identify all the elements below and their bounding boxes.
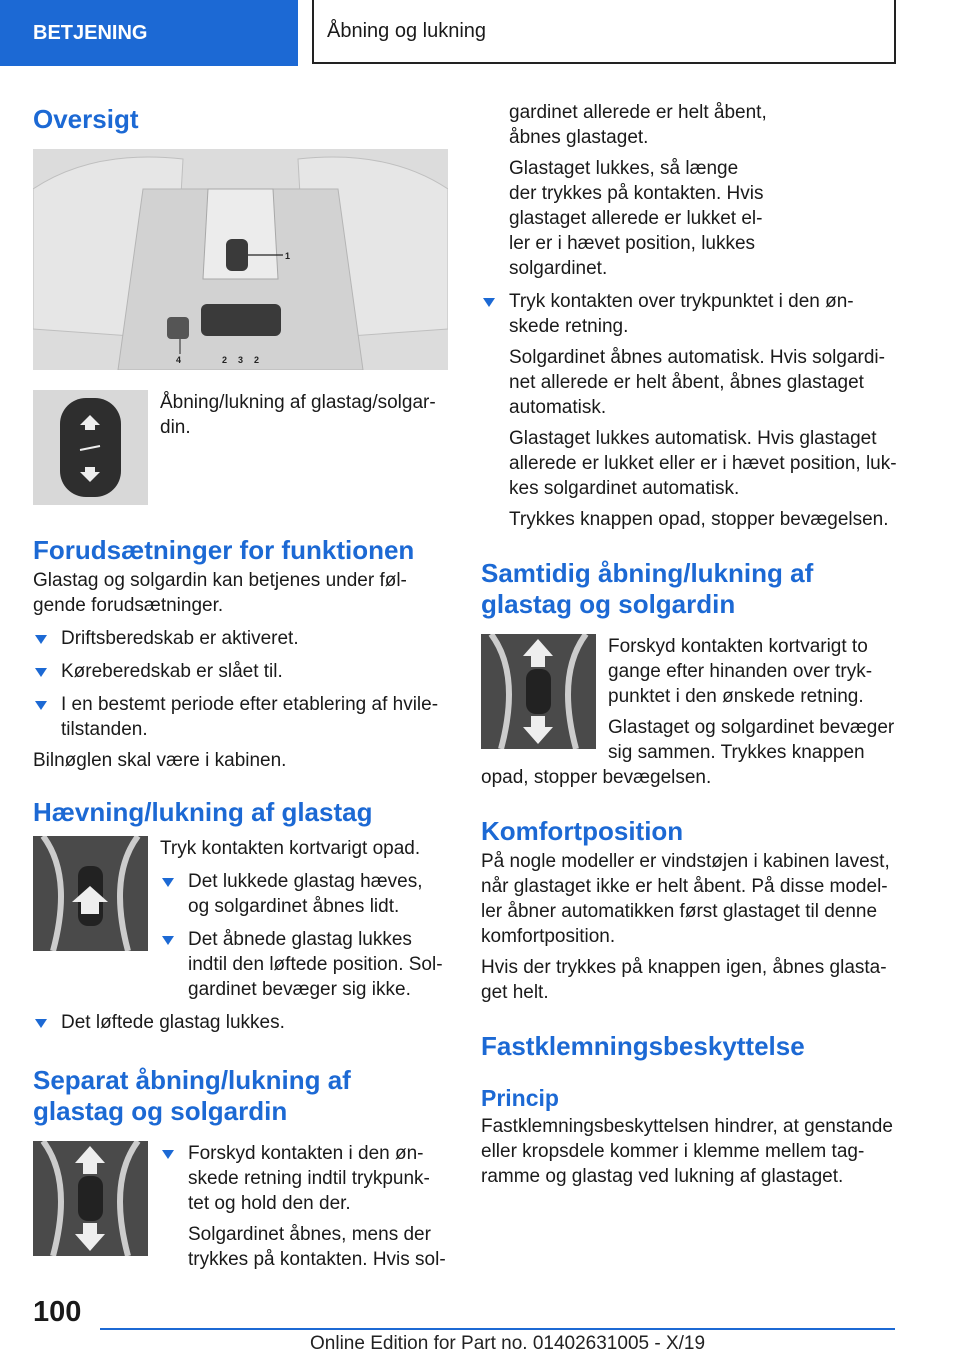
bullet-text: Det løftede glastag lukkes. [61,1012,285,1033]
bullet-text: Driftsberedskab er aktiveret. [61,628,299,649]
callout-4: 4 [176,355,182,365]
heading-haevning: Hævning/lukning af glastag [33,797,373,827]
right-para3: Trykkes knappen opad, stopper bevægelsen. [509,509,889,530]
bullet-text: I en bestemt periode efter etablering af hvile-tilstanden. [61,694,439,740]
samtidig-text1: Forskyd kontakten kortvarigt to gange efter hinanden over tryk-punktet i den ønskede retning. [608,636,873,707]
samtidig-image [481,634,596,749]
left-column [33,100,448,1272]
section-label: BETJENING [33,21,148,44]
heading-oversigt: Oversigt [33,104,139,134]
push-up-switch-icon [33,836,148,951]
fastklemning-text: Fastklemningsbeskyttelsen hindrer, at genstande eller kropsdele kommer i klemme mellem tag-ramme og glastag ved lukning af glastaget. [481,1116,893,1187]
sub-bullet-item [160,927,448,1002]
bullet-triangle-icon [35,701,47,710]
forudsaetninger-note: Bilnøglen skal være i kabinen. [33,750,287,771]
callout-3: 3 [238,355,244,365]
samtidig-text2b: opad, stopper bevægelsen. [481,767,712,788]
samtidig-figure-row [481,634,901,765]
bullet-triangle-icon [35,635,47,644]
bullet-item [33,1010,448,1035]
footer-edition: Online Edition for Part no. 01402631005 - X/19 [310,1333,706,1354]
heading-komfort: Komfortposition [481,816,684,846]
komfort-text1: På nogle modeller er vindstøjen i kabinen lavest, når glastaget ikke er helt åbent. På disse model-ler åbner automatikken først glastaget til denne komfortposition. [481,851,890,947]
chapter-label: Åbning og lukning [327,19,487,42]
chapter-header [312,0,896,64]
callout-2a: 2 [222,355,228,365]
bullet-text: Tryk kontakten over trykpunktet i den øn-skede retning. [509,291,854,337]
separat-cont: Solgardinet åbnes, mens der trykkes på kontakten. Hvis sol- [188,1224,446,1270]
right-para2: Glastaget lukkes automatisk. Hvis glastaget allerede er lukket eller er i hævet position, luk-kes solgardinet automatisk. [509,428,897,499]
callout-2b: 2 [254,355,260,365]
bullet-text: Det åbnede glastag lukkes indtil den løftede position. Sol-gardinet bevæger sig ikke. [188,929,443,1000]
footer-divider [100,1328,895,1330]
haevning-lead: Tryk kontakten kortvarigt opad. [160,838,421,859]
roof-switch-icon [33,390,148,505]
double-arrow-switch-icon [481,634,596,749]
samtidig-text2a: Glastaget og solgardinet bevæger sig sammen. Trykkes knappen [608,717,895,763]
komfort-text2: Hvis der trykkes på knappen igen, åbnes glasta-get helt. [481,957,887,1003]
separat-figure-row [33,1141,448,1272]
bullet-item [33,626,448,651]
switch-image [33,390,148,505]
switch-figure-row [33,390,448,505]
bullet-text: Forskyd kontakten i den øn-skede retning indtil trykpunk-tet og hold den der. [188,1143,430,1214]
bullet-triangle-icon [162,878,174,887]
switch-caption: Åbning/lukning af glastag/solgar-din. [160,392,436,438]
heading-separat: Separat åbning/lukning af glastag og solgardin [33,1065,351,1126]
sub-bullet-item [160,869,448,919]
bullet-text: Køreberedskab er slået til. [61,661,283,682]
right-cont2: Glastaget lukkes, så længe der trykkes på kontakten. Hvis glastaget allerede er lukket el-ler er i hævet position, lukkes solgardinet. [509,158,764,279]
subheading-princip: Princip [481,1085,559,1111]
bullet-text: Det lukkede glastag hæves, og solgardinet åbnes lidt. [188,871,423,917]
right-column [481,100,901,1189]
bullet-triangle-icon [35,1019,47,1028]
double-arrow-switch-icon [33,1141,148,1256]
heading-forudsaetninger: Forudsætninger for funktionen [33,535,415,565]
bullet-triangle-icon [162,1150,174,1159]
heading-samtidig: Samtidig åbning/lukning af glastag og solgardin [481,558,814,619]
separat-image [33,1141,148,1256]
haevning-figure-row [33,836,448,1002]
bullet-triangle-icon [35,668,47,677]
bullet-item [160,1141,448,1216]
page-number: 100 [33,1296,82,1328]
bullet-item [33,692,448,742]
callout-1: 1 [285,251,291,261]
bullet-item [33,659,448,684]
bullet-triangle-icon [162,936,174,945]
section-tab [0,0,298,66]
bullet-triangle-icon [483,298,495,307]
haevning-image [33,836,148,951]
forudsaetninger-intro: Glastag og solgardin kan betjenes under føl-gende forudsætninger. [33,570,407,616]
bullet-item [481,289,901,339]
heading-fastklemning: Fastklemningsbeskyttelse [481,1031,805,1061]
overview-figure [33,149,448,370]
right-cont1: gardinet allerede er helt åbent, åbnes glastaget. [509,102,767,148]
overview-illustration [33,149,448,370]
right-para1: Solgardinet åbnes automatisk. Hvis solgardi-net allerede er helt åbent, åbnes glastaget automatisk. [509,347,885,418]
